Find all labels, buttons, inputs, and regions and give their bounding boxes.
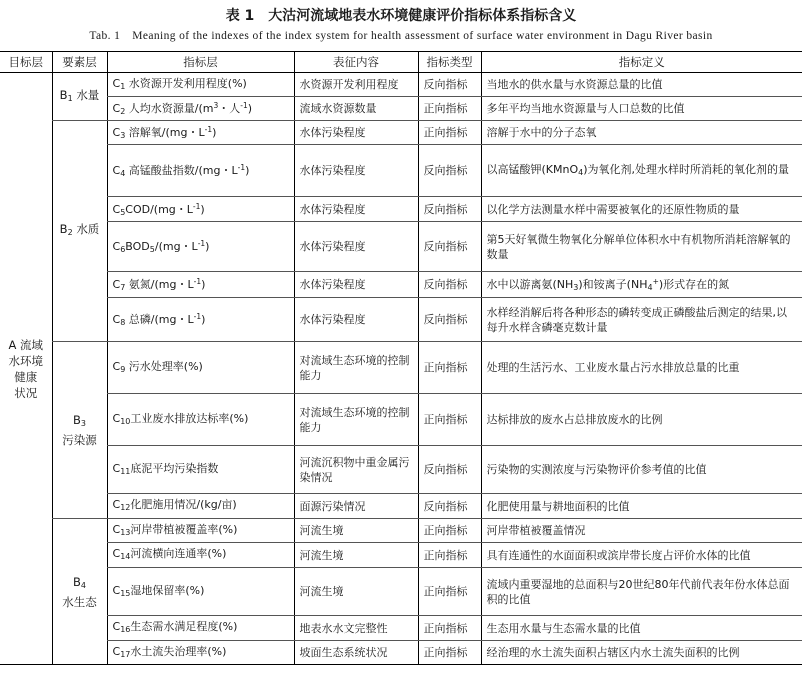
cell-text: C (112, 164, 121, 177)
index-name (107, 97, 294, 121)
index-content: 水体污染程度 (294, 145, 418, 197)
cell-text: C (112, 411, 121, 425)
index-name (107, 222, 294, 272)
table-row (0, 446, 802, 494)
index-name (107, 342, 294, 394)
index-name (107, 145, 294, 197)
table-row (0, 121, 802, 145)
cell-text: 2 (120, 107, 126, 116)
cell-text: C (112, 547, 121, 560)
index-type: 反向指标 (418, 272, 481, 298)
index-type: 正向指标 (418, 342, 481, 394)
cell-text: -1 (193, 277, 202, 286)
index-type: 反向指标 (418, 197, 481, 222)
index-type: 反向指标 (418, 298, 481, 342)
cell-text: 水土流失治理率(%) (130, 644, 227, 658)
cell-text: 高锰酸盐指数/(mg・L (128, 164, 238, 177)
cell-text: B (73, 574, 81, 589)
cell-text: /(mg・L (154, 240, 198, 253)
index-name (107, 641, 294, 665)
index-definition: 处理的生活污水、工业废水量占污水排放总量的比重 (481, 342, 802, 394)
index-content: 对流域生态环境的控制能力 (294, 342, 418, 394)
cell-text: 11 (120, 466, 131, 476)
table-row (0, 73, 802, 97)
cell-text: C (112, 313, 121, 326)
cell-text: 1 (120, 81, 126, 91)
cell-text: )形式存在的氮 (658, 278, 730, 291)
cell-text: 水中以游离氨(NH (486, 278, 574, 291)
table-row (0, 568, 802, 616)
element-cell-b4 (52, 519, 107, 665)
index-definition: 生态用水量与生态需水量的比值 (481, 616, 802, 641)
table-row (0, 641, 802, 665)
table-row (0, 145, 802, 197)
cell-text: 溶解氧/(mg・L (128, 126, 205, 139)
cell-text: C (112, 278, 121, 291)
index-content: 水体污染程度 (294, 121, 418, 145)
table-row (0, 272, 802, 298)
cell-text: C (112, 240, 121, 253)
cell-text: -1 (240, 101, 248, 110)
index-content: 地表水水文完整性 (294, 616, 418, 641)
cell-text: 3 (120, 131, 126, 140)
index-content: 对流域生态环境的控制能力 (294, 394, 418, 446)
table-title: 表 1 大沽河流域地表水环境健康评价指标体系指标含义 (225, 8, 577, 24)
table-row (0, 519, 802, 543)
cell-text: 3 (80, 419, 86, 428)
cell-text: B (73, 413, 81, 427)
col-header-index: 指标层 (107, 52, 294, 73)
cell-text: 17 (120, 649, 131, 659)
index-content: 水资源开发利用程度 (294, 73, 418, 97)
index-content: 河流生境 (294, 543, 418, 568)
index-type: 正向指标 (418, 394, 481, 446)
cell-text: 生态需水满足程度(%) (130, 620, 238, 633)
index-type: 正向指标 (418, 616, 481, 641)
cell-text: 河岸带植被覆盖率(%) (130, 522, 238, 536)
cell-text: 水质 (76, 222, 100, 236)
index-content: 河流沉积物中重金属污染情况 (294, 446, 418, 494)
cell-text: 2 (67, 228, 73, 237)
col-header-element: 要素层 (52, 52, 107, 73)
cell-text: 底泥平均污染指数 (130, 461, 219, 475)
index-type: 反向指标 (418, 222, 481, 272)
element-cell-b1 (52, 73, 107, 121)
index-content: 河流生境 (294, 568, 418, 616)
cell-text: ) (245, 164, 250, 177)
cell-text: 湿地保留率(%) (130, 583, 205, 597)
index-name (107, 298, 294, 342)
col-header-type: 指标类型 (418, 52, 481, 73)
cell-text: ) (247, 102, 253, 115)
cell-text: 水资源开发利用程度(%) (128, 76, 247, 90)
cell-text: 16 (120, 625, 131, 634)
table-row (0, 197, 802, 222)
index-definition (481, 145, 802, 197)
index-definition: 河岸带植被覆盖情况 (481, 519, 802, 543)
cell-text: C (112, 644, 121, 658)
index-name (107, 73, 294, 97)
cell-text: 污染源 (62, 433, 97, 447)
goal-line: A 流域 (8, 337, 44, 352)
index-name (107, 121, 294, 145)
cell-text: )和铵离子(NH (578, 278, 648, 291)
cell-text: 3 (573, 283, 579, 292)
goal-line: 水环境 (8, 353, 43, 368)
index-name (107, 494, 294, 519)
goal-line: 状况 (14, 385, 38, 400)
cell-text: 1 (67, 93, 73, 103)
index-definition: 污染物的实测浓度与污染物评价参考值的比值 (481, 446, 802, 494)
cell-text: 4 (80, 580, 86, 590)
cell-text: ) (201, 278, 206, 291)
cell-text: 5 (120, 207, 126, 217)
index-type: 正向指标 (418, 121, 481, 145)
index-content: 水体污染程度 (294, 197, 418, 222)
cell-text: C (112, 461, 121, 475)
cell-text: 总磷/(mg・L (128, 313, 194, 326)
cell-text: BOD (125, 240, 150, 253)
cell-text: ・人 (218, 102, 241, 115)
index-definition: 以化学方法测量水样中需要被氧化的还原性物质的量 (481, 197, 802, 222)
cell-text: C (112, 102, 121, 115)
index-type: 反向指标 (418, 446, 481, 494)
cell-text: -1 (192, 201, 201, 211)
index-name (107, 272, 294, 298)
cell-text: -1 (197, 239, 206, 248)
index-definition: 经治理的水土流失面积占辖区内水土流失面积的比例 (481, 641, 802, 665)
cell-text: 9 (120, 364, 126, 374)
cell-text: 水量 (76, 87, 100, 102)
cell-text: C (112, 202, 121, 216)
cell-text: 化肥施用情况/(kg/亩) (130, 498, 237, 511)
table-row (0, 494, 802, 519)
cell-text: 3 (213, 101, 219, 110)
cell-text: 10 (120, 416, 131, 426)
cell-text: C (112, 522, 121, 536)
index-content: 水体污染程度 (294, 298, 418, 342)
col-header-definition: 指标定义 (481, 52, 802, 73)
index-content: 水体污染程度 (294, 222, 418, 272)
table-title-english: Tab. 1 Meaning of the indexes of the index system for health assessment of surface water environment in Dagu River basin (89, 30, 713, 42)
col-header-goal: 目标层 (0, 52, 52, 73)
cell-text: 7 (120, 283, 126, 292)
index-definition: 水样经消解后将各种形态的磷转变成正磷酸盐后测定的结果,以每升水样含磷毫克数计量 (481, 298, 802, 342)
cell-text: ) (200, 202, 205, 216)
index-type: 正向指标 (418, 519, 481, 543)
cell-text: C (112, 620, 121, 633)
table-row (0, 342, 802, 394)
cell-text: B (59, 222, 68, 236)
cell-text: 13 (120, 527, 131, 537)
index-table (0, 51, 802, 665)
cell-text: B (59, 87, 68, 102)
cell-text: 8 (120, 318, 126, 327)
index-definition: 当地水的供水量与水资源总量的比值 (481, 73, 802, 97)
cell-text: -1 (237, 163, 246, 172)
cell-text: 14 (120, 552, 131, 561)
cell-text: C (112, 498, 121, 511)
index-type: 正向指标 (418, 97, 481, 121)
index-type: 正向指标 (418, 641, 481, 665)
index-type: 反向指标 (418, 145, 481, 197)
index-name (107, 616, 294, 641)
header-row (0, 52, 802, 73)
cell-text: 工业废水排放达标率(%) (130, 411, 249, 425)
cell-text: 12 (120, 503, 131, 512)
index-definition: 化肥使用量与耕地面积的比值 (481, 494, 802, 519)
index-definition: 多年平均当地水资源量与人口总数的比值 (481, 97, 802, 121)
cell-text: C (112, 76, 121, 90)
index-definition: 达标排放的废水占总排放废水的比例 (481, 394, 802, 446)
cell-text: ) (205, 240, 210, 253)
index-name (107, 197, 294, 222)
index-name (107, 446, 294, 494)
index-type: 正向指标 (418, 568, 481, 616)
table-row (0, 394, 802, 446)
cell-text: C (112, 126, 121, 139)
cell-text: 4 (647, 283, 653, 292)
cell-text: ) (201, 313, 206, 326)
goal-cell (0, 73, 52, 665)
index-content: 面源污染情况 (294, 494, 418, 519)
cell-text: 5 (149, 245, 155, 254)
cell-text: 水生态 (62, 594, 97, 609)
index-name (107, 394, 294, 446)
cell-text: 4 (120, 169, 126, 178)
table-row (0, 222, 802, 272)
cell-text: 4 (578, 167, 584, 177)
index-content: 坡面生态系统状况 (294, 641, 418, 665)
cell-text: COD/(mg・L (125, 202, 193, 216)
cell-text: 以高锰酸钾(KMnO (486, 162, 579, 176)
col-header-content: 表征内容 (294, 52, 418, 73)
cell-text: C (112, 583, 121, 597)
table-row (0, 543, 802, 568)
index-definition: 第5天好氧微生物氧化分解单位体积水中有机物所消耗溶解氧的数量 (481, 222, 802, 272)
element-cell-b3 (52, 342, 107, 519)
cell-text: C (112, 359, 121, 373)
cell-text: -1 (193, 312, 202, 321)
table-row (0, 97, 802, 121)
cell-text: 6 (120, 245, 126, 254)
index-type: 反向指标 (418, 73, 481, 97)
index-definition (481, 272, 802, 298)
cell-text: ) (212, 126, 217, 139)
table-row (0, 616, 802, 641)
index-name (107, 568, 294, 616)
cell-text: 氨氮/(mg・L (128, 278, 194, 291)
index-name (107, 519, 294, 543)
cell-text: 河流横向连通率(%) (130, 547, 227, 560)
index-content: 流域水资源数量 (294, 97, 418, 121)
index-content: 河流生境 (294, 519, 418, 543)
index-definition: 溶解于水中的分子态氧 (481, 121, 802, 145)
cell-text: + (652, 277, 659, 286)
goal-line: 健康 (14, 369, 38, 384)
cell-text: -1 (204, 125, 213, 134)
cell-text: )为氧化剂,处理水样时所消耗的氧化剂的量 (583, 162, 790, 176)
element-cell-b2 (52, 121, 107, 342)
index-type: 正向指标 (418, 543, 481, 568)
cell-text: 15 (120, 588, 131, 598)
index-content: 水体污染程度 (294, 272, 418, 298)
index-type: 反向指标 (418, 494, 481, 519)
cell-text: 污水处理率(%) (128, 359, 203, 373)
index-definition: 具有连通性的水面面积或滨岸带长度占评价水体的比值 (481, 543, 802, 568)
index-name (107, 543, 294, 568)
index-definition: 流域内重要湿地的总面积与20世纪80年代前代表年份水体总面积的比值 (481, 568, 802, 616)
cell-text: 人均水资源量/(m (128, 102, 214, 115)
table-row (0, 298, 802, 342)
